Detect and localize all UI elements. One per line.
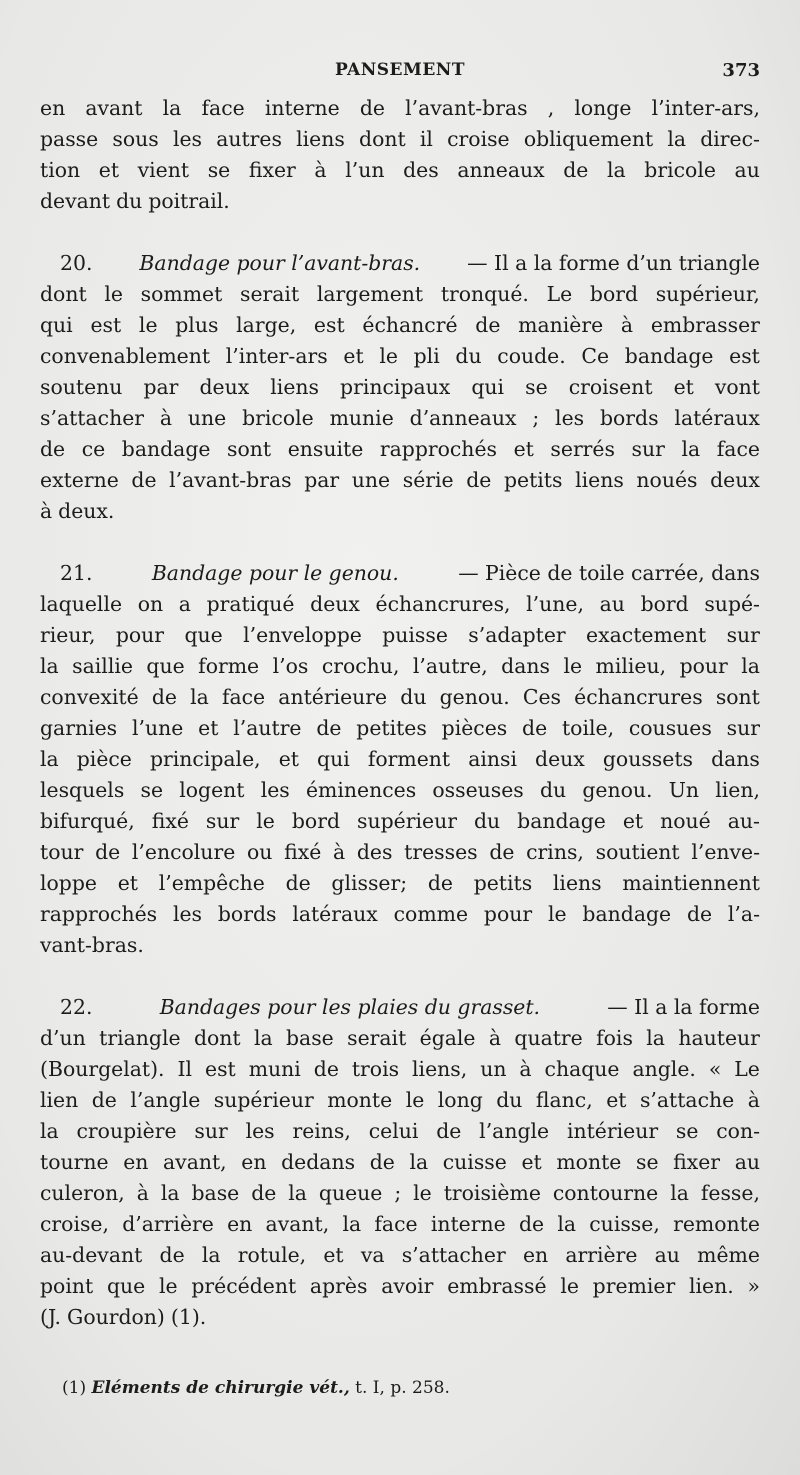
paragraph-lead: — Pièce de toile carrée, dans — [458, 561, 760, 585]
text-line: d’un triangle dont la base serait égale à quatre fois la hauteur — [40, 1026, 760, 1050]
paragraph-number: 20. — [60, 251, 93, 275]
page-number: 373 — [722, 60, 760, 81]
text-line: la croupière sur les reins, celui de l’angle intérieur se con- — [40, 1119, 760, 1143]
text-line: tour de l’encolure ou fixé à des tresses de crins, soutient l’enve- — [40, 840, 760, 864]
paragraph-20-first-line — [40, 248, 760, 279]
text-line: au-devant de la rotule, et va s’attacher en arrière au même — [40, 1243, 760, 1267]
text-line: devant du poitrail. — [40, 189, 230, 213]
text-line: garnies l’une et l’autre de petites pièces de toile, cousues sur — [40, 716, 760, 740]
text-line: loppe et l’empêche de glisser; de petits liens maintiennent — [40, 871, 760, 895]
text-line: qui est le plus large, est échancré de manière à embrasser — [40, 313, 760, 337]
body-text — [40, 93, 760, 1333]
paragraph-lead: — Il a la forme — [607, 995, 760, 1019]
text-line: (J. Gourdon) (1). — [40, 1305, 207, 1329]
paragraph-number: 21. — [60, 561, 93, 585]
text-line: de ce bandage sont ensuite rapprochés et serrés sur la face — [40, 437, 760, 461]
text-line: tion et vient se fixer à l’un des anneaux de la bricole au — [40, 158, 760, 182]
page-header — [40, 60, 760, 84]
text-line: culeron, à la base de la queue ; le troisième contourne la fesse, — [40, 1181, 760, 1205]
footnote — [62, 1378, 450, 1398]
text-line: point que le précédent après avoir embrassé le premier lien. » — [40, 1274, 760, 1298]
text-line: passe sous les autres liens dont il croise obliquement la direc- — [40, 127, 760, 151]
text-line: rapprochés les bords latéraux comme pour le bandage de l’a- — [40, 902, 760, 926]
text-line: vant-bras. — [40, 933, 144, 957]
text-line: (Bourgelat). Il est muni de trois liens, un à chaque angle. « Le — [40, 1057, 760, 1081]
text-line: rieur, pour que l’enveloppe puisse s’adapter exactement sur — [40, 623, 760, 647]
text-line: bifurqué, fixé sur le bord supérieur du bandage et noué au- — [40, 809, 760, 833]
text-line: lesquels se logent les éminences osseuses du genou. Un lien, — [40, 778, 760, 802]
text-line: lien de l’angle supérieur monte le long du flanc, et s’attache à — [40, 1088, 760, 1112]
text-line: externe de l’avant-bras par une série de petits liens noués deux — [40, 468, 760, 492]
text-line: convenablement l’inter-ars et le pli du coude. Ce bandage est — [40, 344, 760, 368]
text-line: à deux. — [40, 499, 115, 523]
text-line: dont le sommet serait largement tronqué. Le bord supérieur, — [40, 282, 760, 306]
paragraph-heading: Bandage pour l’avant-bras. — [139, 251, 421, 275]
text-line: soutenu par deux liens principaux qui se croisent et vont — [40, 375, 760, 399]
text-line: en avant la face interne de l’avant-bras , longe l’inter-ars, — [40, 96, 760, 120]
text-line: croise, d’arrière en avant, la face interne de la cuisse, remonte — [40, 1212, 760, 1236]
footnote-reference: t. I, p. 258. — [355, 1378, 450, 1398]
text-line: laquelle on a pratiqué deux échancrures, l’une, au bord supé- — [40, 592, 760, 616]
text-line: tourne en avant, en dedans de la cuisse et monte se fixer au — [40, 1150, 760, 1174]
text-line: convexité de la face antérieure du genou. Ces échancrures sont — [40, 685, 760, 709]
text-line: la saillie que forme l’os crochu, l’autre, dans le milieu, pour la — [40, 654, 760, 678]
paragraph-heading: Bandages pour les plaies du grasset. — [159, 995, 541, 1019]
paragraph-22-first-line — [40, 992, 760, 1023]
footnote-source: Eléments de chirurgie vét., — [91, 1378, 350, 1398]
paragraph-lead: — Il a la forme d’un triangle — [467, 251, 760, 275]
footnote-marker: (1) — [62, 1378, 87, 1398]
paragraph-21-first-line — [40, 558, 760, 589]
running-title: PANSEMENT — [335, 60, 465, 80]
paragraph-heading: Bandage pour le genou. — [151, 561, 399, 585]
text-line: s’attacher à une bricole munie d’anneaux ; les bords latéraux — [40, 406, 760, 430]
text-line: la pièce principale, et qui forment ainsi deux goussets dans — [40, 747, 760, 771]
paragraph-number: 22. — [60, 995, 93, 1019]
